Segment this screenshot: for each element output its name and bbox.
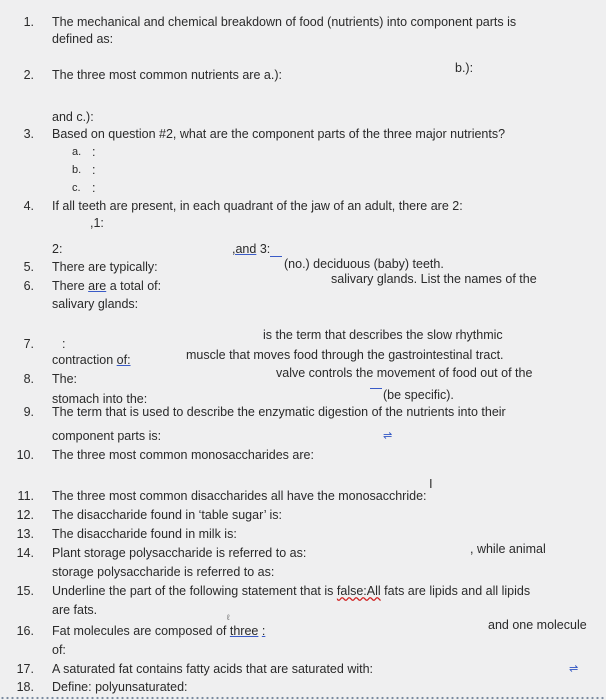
q6-text <box>52 279 161 294</box>
q11-text <box>52 489 427 504</box>
q6-number: 6. <box>23 279 34 293</box>
q12-text: The disaccharide found in ‘table sugar’ is: <box>52 508 282 522</box>
q7-text-line2: muscle that moves food through the gastrointestinal tract. <box>186 348 504 362</box>
q16-number: 16. <box>16 624 34 638</box>
q16-colon: : <box>261 624 266 638</box>
q6-suffix: salivary glands. List the names of the <box>331 272 537 286</box>
q3-c-colon: : <box>92 181 96 195</box>
q3-b-colon: : <box>92 163 96 177</box>
q6-text-line2: salivary glands: <box>52 297 139 311</box>
q15-false-word: false:All <box>336 584 381 598</box>
q7-text: is the term that describes the slow rhythmic <box>263 328 503 342</box>
q15-text-post: fats are lipids and all lipids <box>384 584 531 598</box>
q10-number: 10. <box>16 448 34 462</box>
q7-contraction-word: contraction <box>52 353 114 367</box>
q12-number: 12. <box>16 508 34 522</box>
q16-text-pre: Fat molecules are composed of <box>52 624 227 638</box>
q8-blank <box>370 388 382 389</box>
q7-contraction <box>52 353 131 368</box>
q16-text <box>52 624 265 639</box>
q2-b-label: b.): <box>455 61 474 75</box>
q5-blank <box>270 256 282 257</box>
q2-text: The three most common nutrients are a.): <box>52 68 282 82</box>
q9-mark-icon: ⇌ <box>383 430 393 442</box>
q2-number: 2. <box>23 68 34 82</box>
q17-mark-icon: ⇌ <box>569 663 579 675</box>
q7-of: of: <box>116 353 131 367</box>
q4-two-label: 2: <box>52 242 63 256</box>
q4-three-label <box>232 242 270 257</box>
q14-number: 14. <box>16 546 34 560</box>
q9-number: 9. <box>23 405 34 419</box>
q14-while: , while animal <box>470 542 546 556</box>
q5-text: There are typically: <box>52 260 158 274</box>
q8-valve-text: valve controls the movement of food out of the <box>276 366 533 380</box>
q10-text: The three most common monosaccharides are: <box>52 448 314 462</box>
q3-text: Based on question #2, what are the component parts of the three major nutrients? <box>52 127 506 141</box>
q3-a-label: a. <box>72 146 82 158</box>
q5-suffix: (no.) deciduous (baby) teeth. <box>284 257 444 271</box>
q9-text-line2: component parts is: <box>52 429 162 443</box>
q4-number: 4. <box>23 199 34 213</box>
q15-text-line2: are fats. <box>52 603 98 617</box>
q6-text-are: are <box>88 279 107 293</box>
q18-text: Define: polyunsaturated: <box>52 680 188 694</box>
q18-number: 18. <box>16 680 34 694</box>
q7-number: 7. <box>23 337 34 351</box>
q17-number: 17. <box>16 662 34 676</box>
q11-number: 11. <box>17 489 34 503</box>
q14-text: Plant storage polysaccharide is referred to as: <box>52 546 307 560</box>
q9-text: The term that is used to describe the enzymatic digestion of the nutrients into their <box>52 405 506 419</box>
q1-number: 1. <box>23 15 34 29</box>
q6-text-post: a total of: <box>109 279 162 293</box>
q4-text: If all teeth are present, in each quadrant of the jaw of an adult, there are 2: <box>52 199 463 213</box>
q16-small-mark: ℓ <box>227 613 230 622</box>
q1-text: The mechanical and chemical breakdown of food (nutrients) into component parts is <box>52 15 517 29</box>
q4-one-label: ,1: <box>90 216 104 230</box>
q6-text-pre: There <box>52 279 85 293</box>
q14-text-line2: storage polysaccharide is referred to as: <box>52 565 275 579</box>
q8-text-line2: stomach into the: <box>52 392 148 406</box>
q8-number: 8. <box>23 372 34 386</box>
q3-a-colon: : <box>92 145 96 159</box>
q16-suffix: and one molecule <box>488 618 587 632</box>
q1-text-line2: defined as: <box>52 32 114 46</box>
q11-text-post: ride: <box>402 489 427 503</box>
q5-number: 5. <box>23 260 34 274</box>
q2-c-label: and c.): <box>52 110 94 124</box>
q4-three-suffix: 3: <box>259 242 271 256</box>
q16-three: three <box>229 624 259 638</box>
q7-colon: : <box>62 337 66 351</box>
q8-text: The: <box>52 372 78 386</box>
text-cursor-icon: I <box>429 476 433 491</box>
q3-b-label: b. <box>72 164 82 176</box>
q13-text: The disaccharide found in milk is: <box>52 527 237 541</box>
q4-three-prefix: , <box>232 242 236 256</box>
q16-text-line2: of: <box>52 643 66 657</box>
q3-c-label: c. <box>72 182 81 194</box>
q15-number: 15. <box>16 584 34 598</box>
q3-number: 3. <box>23 127 34 141</box>
q17-text: A saturated fat contains fatty acids that are saturated with: <box>52 662 374 676</box>
page-bottom-dotted-border <box>0 696 606 700</box>
q8-specific: (be specific). <box>383 388 454 402</box>
q13-number: 13. <box>16 527 34 541</box>
q15-text-pre: Underline the part of the following statement that is <box>52 584 334 598</box>
q11-text-pre: The three most common disaccharides all have the monosacch <box>52 489 403 503</box>
q4-three-and: and <box>235 242 257 256</box>
q15-text <box>52 584 530 599</box>
